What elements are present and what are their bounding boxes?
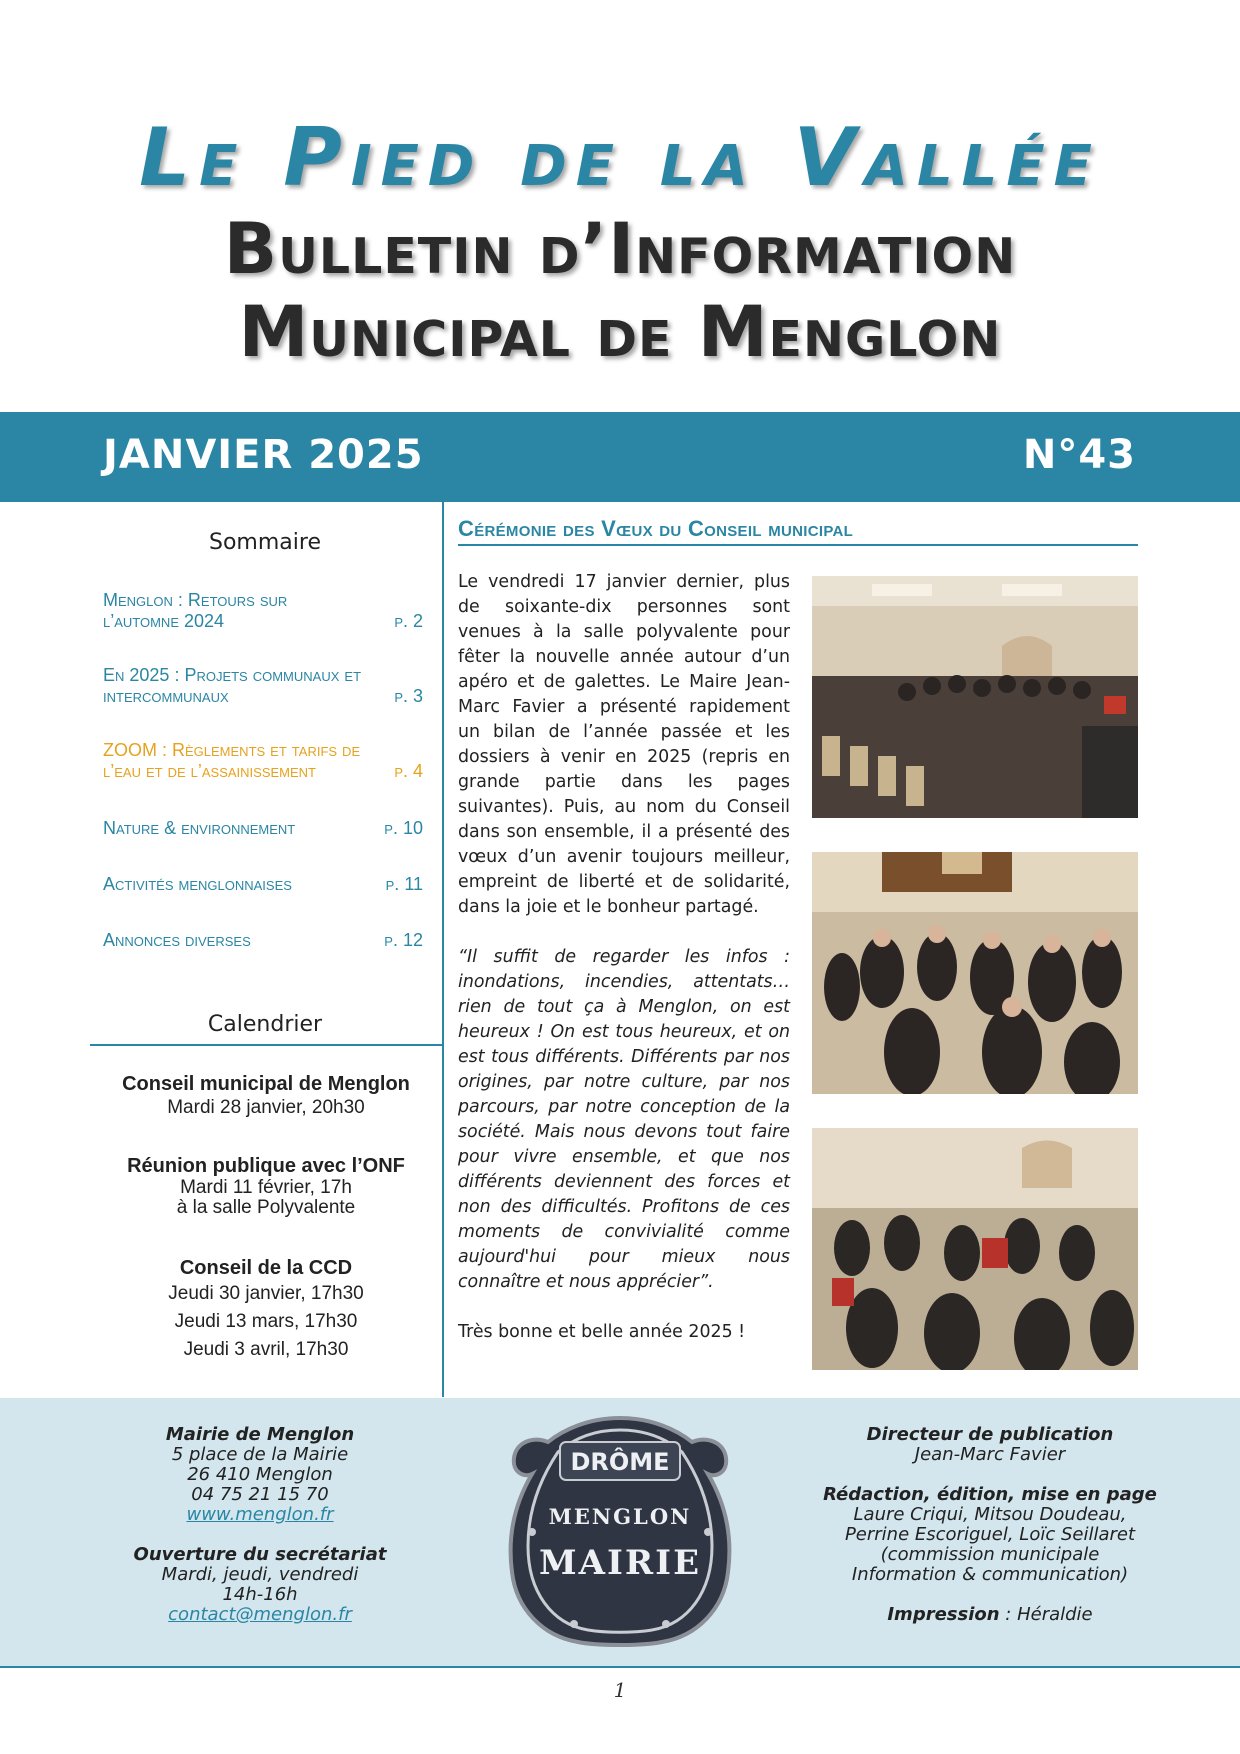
toc-item-label: En 2025 : Projets communaux et intercommunaux — [103, 665, 362, 706]
article-title: Cérémonie des Vœux du Conseil municipal — [458, 516, 854, 541]
calendar-event-name: Conseil municipal de Menglon — [122, 1073, 410, 1095]
secretariat-days: Mardi, jeudi, vendredi — [161, 1564, 359, 1585]
photo-audience-seated — [812, 576, 1138, 818]
toc-item-page: p. 3 — [394, 686, 423, 706]
footer-rule — [0, 1666, 1240, 1668]
editorial-title: Rédaction, édition, mise en page — [823, 1484, 1157, 1505]
sign-text-menglon: MENGLON — [548, 1504, 692, 1529]
toc-item-page: p. 10 — [384, 818, 423, 838]
calendar-event-place: à la salle Polyvalente — [176, 1197, 356, 1218]
toc-item-label: Activités menglonnaises — [103, 874, 292, 894]
toc-item-label: Nature & environnement — [103, 818, 296, 838]
mairie-address-line2: 26 410 Menglon — [187, 1464, 333, 1485]
printer-name: Héraldie — [1017, 1604, 1093, 1625]
newsletter-subtitle-line1: Bulletin d’Information — [223, 208, 1017, 290]
mairie-email-link[interactable]: contact@menglon.fr — [168, 1604, 352, 1625]
article-paragraph: Le vendredi 17 janvier dernier, plus de soixante-dix personnes sont venues à la salle polyvalente pour fêter la nouvelle année autour d’un apéro et de galettes. Le Maire Jean-Marc Favier a présenté rapidement un bilan de l’année passée et les dossiers à venir en 2025 (repris en grande partie dans les pages suivantes). Puis, au nom du Conseil dans son ensemble, il a présenté des vœux d’un avenir toujours meilleur, empreint de liberté et de solidarité, dans la joie et le bonheur partagé. — [458, 572, 790, 917]
toc-item-page: p. 11 — [385, 874, 423, 894]
column-divider — [442, 502, 444, 1397]
mairie-address-line1: 5 place de la Mairie — [171, 1444, 349, 1465]
calendar-event-date: Mardi 28 janvier, 20h30 — [167, 1097, 365, 1118]
toc-item-page: p. 2 — [394, 611, 423, 631]
mairie-sign-emblem — [502, 1412, 738, 1650]
toc-item[interactable] — [103, 930, 423, 951]
publication-credits — [790, 1425, 1190, 1625]
toc-item[interactable] — [103, 665, 423, 707]
issue-banner — [0, 412, 1240, 502]
photo-crowd-standing — [812, 852, 1138, 1094]
secretariat-hours: 14h-16h — [222, 1584, 298, 1605]
mairie-phone: 04 75 21 15 70 — [191, 1484, 329, 1505]
printer-separator: : — [999, 1604, 1018, 1625]
article-closing: Très bonne et belle année 2025 ! — [458, 1322, 746, 1342]
calendar-event-name: Conseil de la CCD — [179, 1257, 353, 1279]
editors-line2: Perrine Escoriguel, Loïc Seillaret — [844, 1524, 1136, 1545]
photo-crowd-overview — [812, 1128, 1138, 1370]
mairie-website-link[interactable]: www.menglon.fr — [186, 1504, 334, 1525]
issue-number: N°43 — [1022, 432, 1136, 478]
calendar-event-name: Réunion publique avec l’ONF — [127, 1155, 405, 1177]
sommaire-heading: Sommaire — [209, 530, 321, 555]
article-body — [458, 570, 790, 1345]
secretariat-hours-title: Ouverture du secrétariat — [133, 1544, 387, 1565]
toc-item[interactable] — [103, 818, 423, 839]
issue-date: JANVIER 2025 — [103, 432, 424, 478]
newsletter-title: Le Pied de la Vallée — [139, 111, 1101, 204]
printer-line — [790, 1605, 1190, 1625]
toc-item-label: ZOOM : Règlements et tarifs de l’eau et de l’assainissement — [103, 740, 361, 781]
printer-label: Impression — [887, 1604, 1000, 1625]
director-title: Directeur de publication — [866, 1424, 1114, 1445]
calendar-event-date: Jeudi 3 avril, 17h30 — [183, 1339, 349, 1360]
page-number: 1 — [613, 1678, 627, 1702]
calendrier-heading: Calendrier — [207, 1012, 323, 1037]
article-title-rule — [458, 544, 1138, 546]
article-quote: “Il suffit de regarder les infos : inondations, incendies, attentats… rien de tout ça à Menglon, on est heureux ! On est tous heureux, et on est tous différents. Différents par nos origines, par notre culture, par nos parcours, par notre conception de la société. Mais nous devons tout faire pour vivre ensemble, et que nos différents deviennent des forces et non des difficultés. Profitons de ces moments de convivialité comme aujourd'hui pour mieux nous connaître et nous apprécier”. — [458, 947, 790, 1292]
sign-text-mairie: MAIRIE — [539, 1543, 701, 1583]
calendar-event — [90, 1256, 442, 1364]
newsletter-subtitle-line2: Municipal de Menglon — [238, 291, 1002, 373]
calendrier-divider — [90, 1044, 442, 1046]
toc-item-page: p. 4 — [394, 761, 423, 781]
mairie-name: Mairie de Menglon — [165, 1424, 355, 1445]
calendar-event-date: Mardi 11 février, 17h — [180, 1177, 352, 1198]
toc-item-zoom[interactable] — [103, 740, 423, 782]
sign-text-drome: DRÔME — [570, 1448, 670, 1476]
director-name: Jean-Marc Favier — [914, 1444, 1066, 1465]
toc-item-label: Menglon : Retours sur l’automne 2024 — [103, 590, 288, 631]
mairie-contact — [110, 1425, 410, 1625]
commission-line1: (commission municipale — [880, 1544, 1100, 1565]
toc-item[interactable] — [103, 590, 423, 632]
toc-item-page: p. 12 — [384, 930, 423, 950]
editors-line1: Laure Criqui, Mitsou Doudeau, — [853, 1504, 1127, 1525]
commission-line2: Information & communication) — [851, 1564, 1129, 1585]
calendar-event-date: Jeudi 30 janvier, 17h30 — [168, 1283, 364, 1304]
calendar-event — [90, 1072, 442, 1120]
toc-item-label: Annonces diverses — [103, 930, 251, 950]
calendar-event — [90, 1154, 442, 1218]
toc-item[interactable] — [103, 874, 423, 895]
calendar-event-date: Jeudi 13 mars, 17h30 — [174, 1311, 358, 1332]
